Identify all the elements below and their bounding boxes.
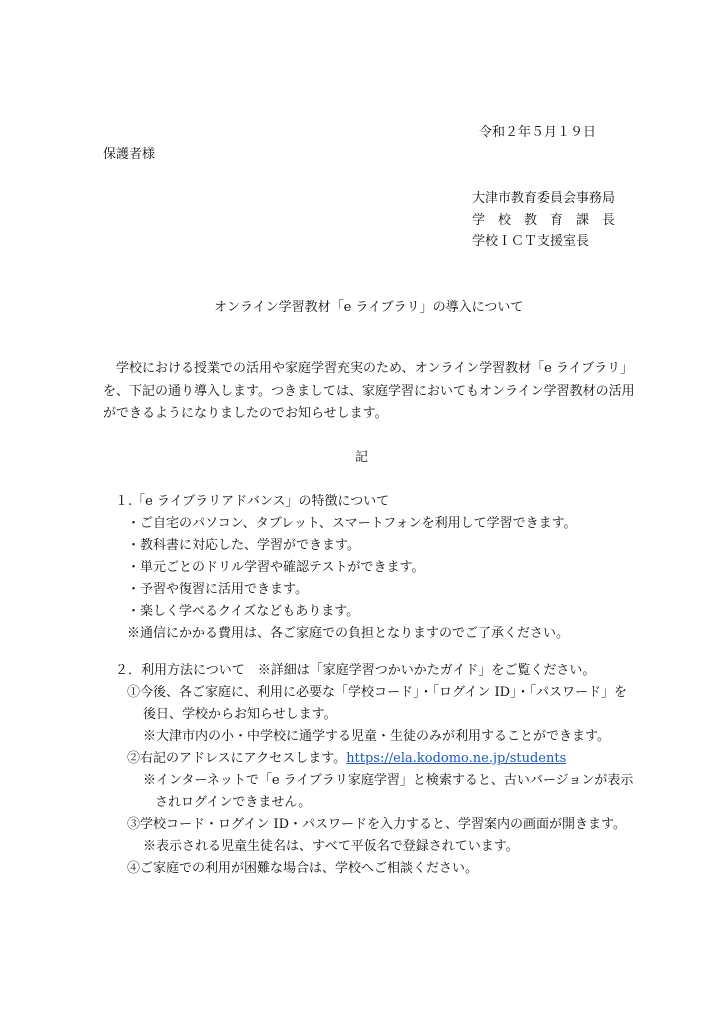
- intro-line-2: を、下記の通り導入します。つきましては、家庭学習においてもオンライン学習教材の活用: [103, 384, 635, 399]
- step1-line-2: 後日、学校からお知らせします。: [143, 707, 337, 722]
- sender-dept: 学 校 教 育 課 長: [472, 213, 616, 228]
- step2-line: [127, 750, 566, 768]
- section1-heading: １.「e ライブラリアドバンス」の特徴について: [115, 494, 390, 509]
- intro-line-3: ができるようになりましたのでお知らせします。: [103, 406, 388, 421]
- addressee: 保護者様: [103, 147, 156, 162]
- section1-item: ・予習や復習に活用できます。: [127, 582, 308, 597]
- step4-line: ④ご家庭での利用が困難な場合は、学校へご相談ください。: [127, 861, 479, 876]
- intro-line-1: 学校における授業での活用や家庭学習充実のため、オンライン学習教材「e ライブラリ」: [103, 361, 634, 376]
- ki-marker: 記: [355, 450, 369, 465]
- step2-note-line-2: されログインできません。: [155, 795, 312, 810]
- step1-note: ※大津市内の小・中学校に通学する児童・生徒のみが利用することができます。: [143, 729, 610, 744]
- step3-note: ※表示される児童生徒名は、すべて平仮名で登録されています。: [143, 839, 519, 854]
- section1-item: ・単元ごとのドリル学習や確認テストができます。: [127, 560, 425, 575]
- step2-text: ②右記のアドレスにアクセスします。: [127, 751, 347, 766]
- step3-line: ③学校コード・ログイン ID・パスワードを入力すると、学習案内の画面が開きます。: [127, 817, 627, 832]
- section2-heading: ２．利用方法について ※詳細は「家庭学習つかいかたガイド」をご覧ください。: [115, 663, 596, 678]
- document-title: オンライン学習教材「e ライブラリ」の導入について: [214, 300, 524, 315]
- section1-item: ・楽しく学べるクイズなどもあります。: [127, 604, 360, 619]
- sender-office: 学校ＩＣＴ支援室長: [472, 234, 590, 249]
- sender-org: 大津市教育委員会事務局: [472, 191, 616, 206]
- students-url-link[interactable]: https://ela.kodomo.ne.jp/students: [346, 751, 567, 766]
- section1-note: ※通信にかかる費用は、各ご家庭での負担となりますのでご了承ください。: [127, 626, 570, 641]
- section1-item: ・ご自宅のパソコン、タブレット、スマートフォンを利用して学習できます。: [127, 516, 577, 531]
- step2-note-line-1: ※インターネットで「e ライブラリ家庭学習」と検索すると、古いバージョンが表示: [143, 773, 634, 788]
- date: 令和２年５月１９日: [478, 125, 596, 140]
- section1-item: ・教科書に対応した、学習ができます。: [127, 538, 360, 553]
- step1-line-1: ①今後、各ご家庭に、利用に必要な「学校コード」・「ログイン ID」・「パスワード」を: [127, 685, 628, 700]
